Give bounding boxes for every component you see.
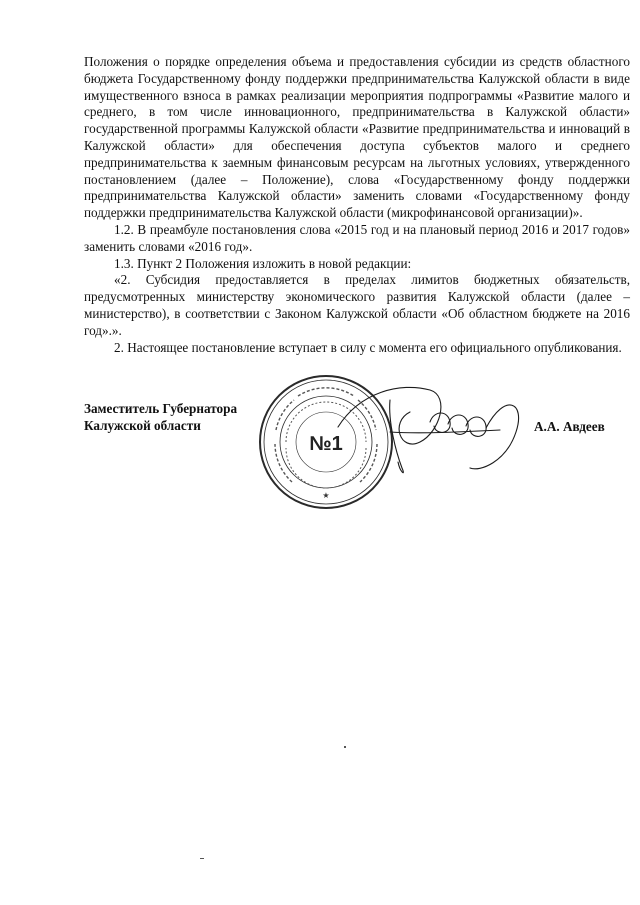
handwritten-signature: [330, 372, 530, 482]
paragraph-1-2: 1.2. В преамбуле постановления слова «2015 год и на плановый период 2016 и 2017 годов» заменить словами «2016 год».: [84, 221, 630, 254]
signatory-title-line1: Заместитель Губернатора: [84, 401, 238, 416]
paragraph-1-3: 1.3. Пункт 2 Положения изложить в новой редакции:: [114, 255, 412, 271]
scan-speck: [344, 746, 346, 748]
document-body: [84, 54, 630, 356]
signatory-title: [84, 400, 237, 434]
scan-speck: [200, 858, 204, 859]
signatory-title-line2: Калужской области: [84, 418, 201, 433]
paragraph-positions-continuation: Положения о порядке определения объема и предоставления субсидии из средств областного бюджета Государственному фонду поддержки предпринимательства Калужской области в виде имущественного взноса в рамках реализации мероприятия подпрограммы «Развитие малого и среднего, в том числе инновационного, предпринимательства в Калужской области» государственной программы Калужской области «Развитие предпринимательства и инноваций в Калужской области» для обеспечения доступа субъектов малого и среднего предпринимательства к заемным финансовым ресурсам на льготных условиях, утвержденного постановлением (далее – Положение), слова «Государственному фонду поддержки предпринимательства Калужской области» заменить словами «Государственному фонду поддержки предпринимательства Калужской области (микрофинансовой организации)».: [84, 54, 630, 221]
seal-number: №1: [309, 433, 343, 455]
paragraph-quoted-clause-2: «2. Субсидия предоставляется в пределах лимитов бюджетных обязательств, предусмотренных министерству экономического развития Калужской области (далее – министерство), в соответствии с Законом Калужской области «Об областном бюджете на 2016 год».».: [84, 272, 630, 338]
svg-text:★: ★: [322, 491, 330, 500]
paragraph-2-effective: 2. Настоящее постановление вступает в силу с момента его официального опубликования.: [114, 339, 622, 355]
signatory-name: А.А. Авдеев: [534, 419, 605, 434]
